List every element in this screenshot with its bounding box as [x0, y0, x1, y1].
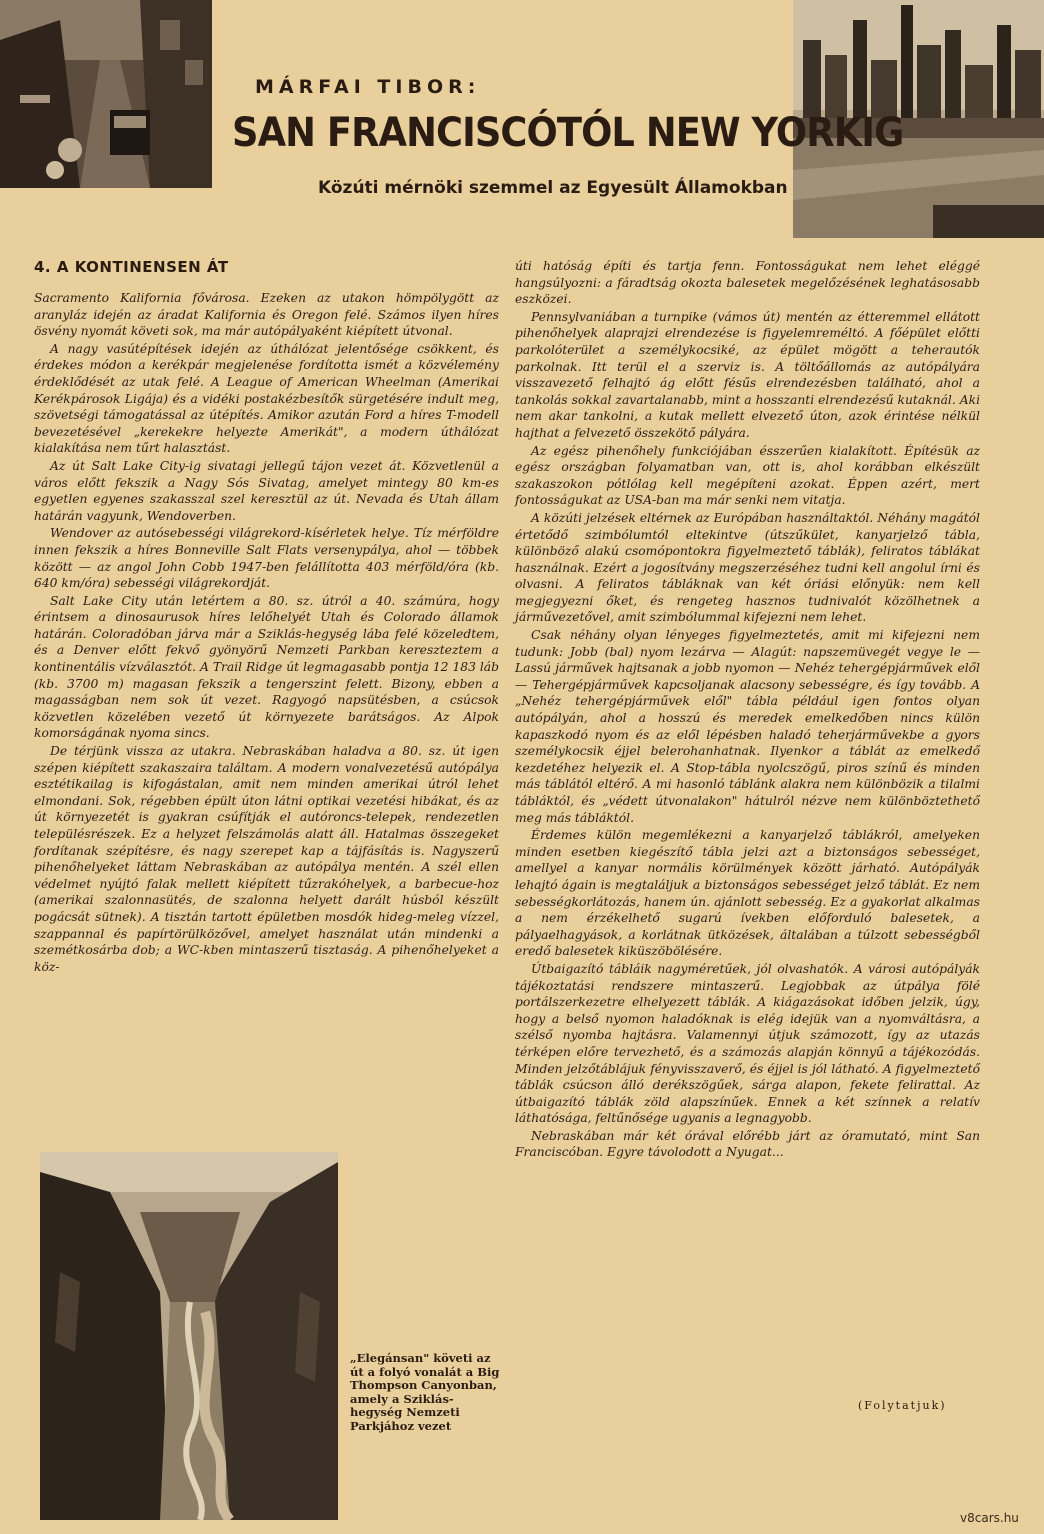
big-thompson-canyon-photo — [40, 1152, 338, 1520]
left-text-column — [34, 258, 499, 1143]
paragraph: Csak néhány olyan lényeges figyelmeztetés, amit mi kifejezni nem tudunk: Jobb (bal) nyom lezárva — Alagút: napszemüvegét vegye le — Lassú járművek hajtsanak a jobb nyomon — Nehéz tehergépjárművek elől — Tehergépjárművek kapcsoljanak alacsony sebességre, és így tovább. A „Nehéz tehergépjárművek elől" tábla például igen fontos olyan autópályán, ahol a hosszú és meredek emelkedőben nincs külön kapaszkodó nyom és az elől lépésben haladó teherjárművekbe a gyors személykocsik éjjel belerohanhatnak. Ilyenkor a táblát az emelkedő kezdetéhez helyezik el. A Stop-tábla nyolcszögű, piros színű és minden más táblától eltérő. A mi hasonló táblánk alakra nem különbözik a tilalmi tábláktól, és „védett útvonalakon" hátulról nézve nem különböztethető meg más tábláktól. — [515, 628, 980, 825]
paragraph: Wendover az autósebességi világrekord-kísérletek helye. Tíz mérföldre innen fekszik a híres Bonneville Salt Flats versenypálya, ahol — többek között — az angol John Cobb 1947-ben felállította 403 mérföld/óra (kb. 640 km/óra) sebességi világrekordját. — [34, 526, 499, 591]
paragraph: Salt Lake City után letértem a 80. sz. útról a 40. számúra, hogy érintsem a dinosaurusok híres lelőhelyét Utah és Colorado államok határán. Coloradóban járva már a Sziklás-hegység lába felé közeledtem, és a Denver előtt fekvő gyönyörű Nemzeti Parkban kereszteztem a kontinentális vízválasztót. A Trail Ridge út legmagasabb pontja 12 183 láb (kb. 3700 m) magasan fekszik a tengerszint felett. Bizony, ebben a magasságban nem sok út vezet. Ragyogó napsütésben, a csúcsok közvetlen közelében vezető út környezete barátságos. Az Alpok komorságának nyoma sincs. — [34, 593, 499, 741]
canyon-photo-image — [40, 1152, 338, 1520]
paragraph: Az egész pihenőhely funkciójában ésszerűen kialakított. Építésük az egész országban folyamatban van, ott is, ahol korábban elkészült szakaszokon pótlólag kell megépíteni azokat. Éppen azért, mert fontosságukat az USA-ban ma már senki nem vitatja. — [515, 443, 980, 508]
article-title: SAN FRANCISCÓTÓL NEW YORKIG — [232, 110, 904, 156]
paragraph: A közúti jelzések eltérnek az Európában használtaktól. Néhány magától értetődő szimbólumtól eltekintve (útszűkület, kanyarjelző tábla, különböző alakú csomópontokra figyelmeztető táblák), feliratos táblákat használnak. Ezért a jogosítvány megszerzéséhez tudni kell angolul írni és olvasni. A feliratos tábláknak van két óriási előnyük: nem kell megjegyezni őket, és rengeteg hasznos tudnivalót közölhetnek a járművezetővel, amit szimbólummal kifejezni nem lehet. — [515, 510, 980, 625]
san-francisco-street-photo — [0, 0, 212, 188]
paragraph: Az út Salt Lake City-ig sivatagi jellegű tájon vezet át. Közvetlenül a város előtt fekszik a Nagy Sós Sivatag, amelyet mintegy 80 km-es egyetlen egyenes szakasszal szel keresztül az út. Nevada és Utah állam határán vagyunk, Wendoverben. — [34, 458, 499, 523]
author-name: MÁRFAI TIBOR: — [255, 76, 481, 98]
san-francisco-photo-image — [0, 0, 212, 188]
to-be-continued: (Folytatjuk) — [858, 1399, 947, 1412]
source-watermark: v8cars.hu — [960, 1511, 1019, 1525]
photo-caption: „Elegánsan" követi az út a folyó vonalát a Big Thompson Canyonban, amely a Sziklás-hegység Nemzeti Parkjához vezet — [350, 1351, 500, 1433]
paragraph: Útbaigazító tábláik nagyméretűek, jól olvashatók. A városi autópályák tájékoztatási rendszere mintaszerű. Legjobbak az útpálya fölé portálszerkezetre elhelyezett táblák. A kiágazásokat időben jelzik, úgy, hogy a belső nyomon haladóknak is elég idejük van a nyomváltásra, a szélső nyomba hajtásra. Valamennyi útjuk számozott, így az utazás térképen előre tervezhető, és a számozás alapján könnyű a tájékozódás. Minden jelzőtáblájuk fényvisszaverő, és éjjel is jól látható. A figyelmeztető táblák csúcson álló derékszögűek, sárga alapon, fekete felirattal. Az útbaigazító táblák zöld alapszínűek. Ennek a két színnek a relatív láthatósága, feltűnősége ugyanis a legnagyobb. — [515, 961, 980, 1126]
paragraph: De térjünk vissza az utakra. Nebraskában haladva a 80. sz. út igen szépen kiépített szakaszaira találtam. A modern vonalvezetésű autópálya esztétikailag is kifogástalan, amit nem minden amerikai útról lehet elmondani. Sok, régebben épült úton látni optikai vezetési hibákat, és az út környezetét is gyakran csúfítják el autóroncs-telepek, rendezetlen településrészek. Ez a helyzet felszámolás alatt áll. Hatalmas összegeket fordítanak szépítésre, és nagy szerepet kap a tájfásítás is. Nagyszerű pihenőhelyeket láttam Nebraskában az autópálya mentén. A szél ellen védelmet nyújtó falak mellett kiépített tűzrakóhelyek, a barbecue-hoz (amerikai szalonnasütés, de szalonna helyett darált húsból készült pogácsát sütnek). A tisztán tartott épületben mosdók hideg-meleg vízzel, szappannal és papírtörülközővel, amelyet használat után mindenki a szemétkosárba dob; a WC-kben mintaszerű tisztaság. A pihenőhelyeket a köz- — [34, 744, 499, 974]
paragraph: Nebraskában már két órával előrébb járt az óramutató, mint San Franciscóban. Egyre távolodott a Nyugat... — [515, 1128, 980, 1160]
article-subtitle: Közúti mérnöki szemmel az Egyesült Államokban — [318, 178, 788, 198]
paragraph: Érdemes külön megemlékezni a kanyarjelző táblákról, amelyeken minden esetben kiegészítő tábla jelzi azt a biztonságos sebességet, amellyel a kanyar normális körülmények között járható. Autópályák lehajtó ágain is megtaláljuk a biztonságos sebességet jelző táblát. Ez nem sebességkorlátozás, hanem ún. ajánlott sebesség. Ez a gyakorlat alkalmas a nem érzékelhető sugarú ívekben előforduló balesetek, a pályaelhagyások, a korlátnak ütközések, általában a túlzott sebességből eredő balesetek kiküszöbölésére. — [515, 828, 980, 959]
right-text-column — [515, 258, 980, 1488]
paragraph: Pennsylvaniában a turnpike (vámos út) mentén az étteremmel ellátott pihenőhelyek alaprajzi elrendezése is figyelemreméltó. A főépület előtti parkolóterület a személykocsiké, az épület mögött a teherautók parkolnak. Itt terül el a szerviz is. A töltőállomás az autópályára visszavezető felhajtó ág előtt fésűs elrendezésben található, ahol a tankolás sokkal zavartalanabb, mint a hosszanti elrendezésű kutaknál. Aki nem akar tankolni, a kutak mellett elvezető úton, azok érintése nélkül hajthat a felvezető összekötő pályára. — [515, 309, 980, 440]
paragraph: Sacramento Kalifornia fővárosa. Ezeken az utakon hömpölygött az aranyláz idején az áradat Kalifornia és Oregon felé. Számos ilyen híres ösvény nyomát követi sok, ma már autópályaként kiépített útvonal. — [34, 291, 499, 339]
section-heading: 4. A KONTINENSEN ÁT — [34, 258, 229, 276]
paragraph: A nagy vasútépítések idején az úthálózat jelentősége csökkent, és érdekes módon a kerékpár megjelenése fordította ismét a közvélemény érdeklődését az utak felé. A League of American Wheelman (Amerikai Kerékpárosok Ligája) és a vidéki postakézbesítők sürgetésére indult meg, szövetségi támogatással az útépítés. Amikor azután Ford a híres T-modell bevezetésével „kerekekre helyezte Amerikát", a modern úthálózat kialakítása nem tűrt halasztást. — [34, 341, 499, 456]
paragraph: úti hatóság építi és tartja fenn. Fontosságukat nem lehet eléggé hangsúlyozni: a fáradtság okozta balesetek megelőzésének leghatásosabb eszközei. — [515, 259, 980, 307]
